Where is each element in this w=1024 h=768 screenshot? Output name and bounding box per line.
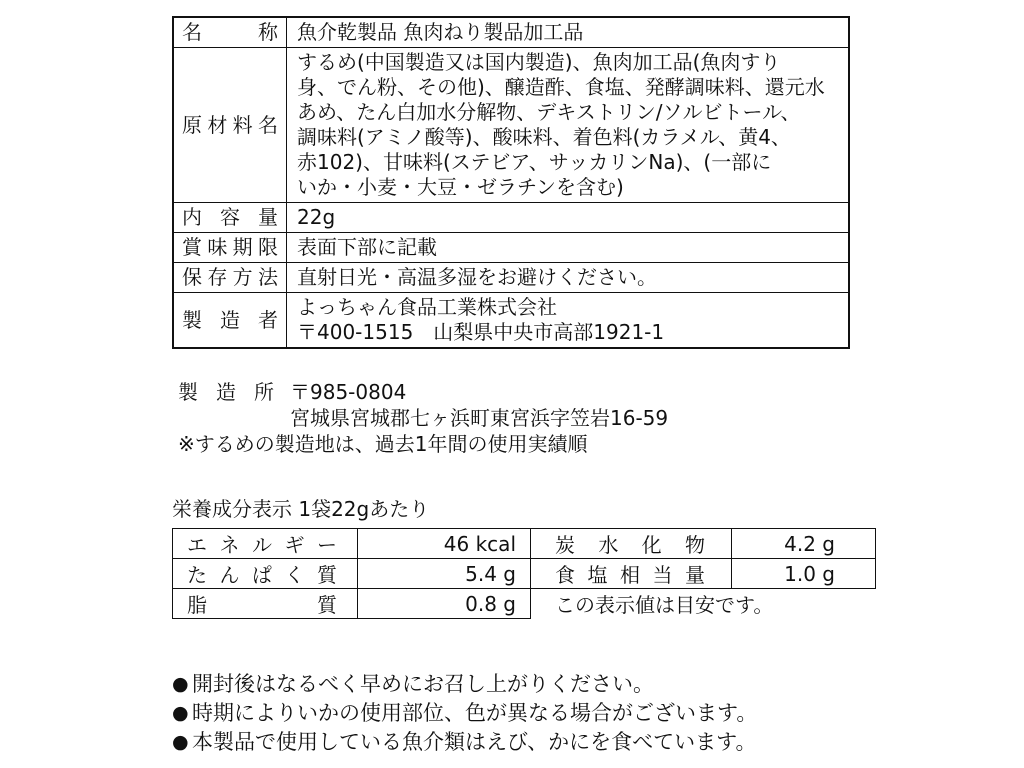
nutrition-row (173, 529, 876, 559)
label-key: 名 称 (173, 17, 287, 48)
caution-item (172, 699, 757, 728)
nutrition-title: 栄養成分表示 1袋22gあたり (172, 497, 430, 521)
label-row-manufacturer (173, 293, 849, 349)
label-value: 22g (287, 203, 850, 233)
caution-list (172, 670, 757, 757)
nutrient-value: 46 kcal (358, 529, 531, 559)
label-row-ingredients (173, 48, 849, 203)
label-value: 直射日光・高温多湿をお避けください。 (287, 263, 850, 293)
nutrient-value: 0.8 g (358, 589, 531, 619)
bullet-icon: ● (172, 673, 189, 695)
label-key: 保存方法 (173, 263, 287, 293)
label-row-content-volume (173, 203, 849, 233)
label-row-storage (173, 263, 849, 293)
label-row-best-before (173, 233, 849, 263)
caution-text: 開封後はなるべく早めにお召し上がりください。 (192, 672, 654, 696)
label-value: よっちゃん食品工業株式会社 〒400-1515 山梨県中央市高部1921-1 (287, 293, 850, 349)
nutrition-row (173, 589, 876, 619)
caution-item (172, 670, 757, 699)
nutrient-label: 食塩相当量 (531, 559, 732, 589)
label-key: 賞味期限 (173, 233, 287, 263)
factory-row (178, 379, 668, 431)
label-row-name (173, 17, 849, 48)
nutrient-value: 4.2 g (732, 529, 876, 559)
label-value: するめ(中国製造又は国内製造)、魚肉加工品(魚肉すり 身、でん粉、その他)、醸造酢、食塩、発酵調味料、還元水 あめ、たん白加水分解物、デキストリン/ソルビトール、 調味料(アミノ酸等)、酸味料、着色料(カラメル、黄4、 赤102)、甘味料(ステビア、サッカリンNa)、(一部に いか・小麦・大豆・ゼラチンを含む) (287, 48, 850, 203)
nutrition-row (173, 559, 876, 589)
nutrient-label: 炭水化物 (531, 529, 732, 559)
nutrient-label: たんぱく質 (173, 559, 358, 589)
label-key: 内 容 量 (173, 203, 287, 233)
nutrient-label: エネルギー (173, 529, 358, 559)
label-value: 魚介乾製品 魚肉ねり製品加工品 (287, 17, 850, 48)
nutrient-value: 5.4 g (358, 559, 531, 589)
origin-note: ※するめの製造地は、過去1年間の使用実績順 (178, 432, 588, 456)
label-value: 表面下部に記載 (287, 233, 850, 263)
product-label-table (172, 16, 850, 349)
label-key: 製 造 者 (173, 293, 287, 349)
caution-text: 時期によりいかの使用部位、色が異なる場合がございます。 (192, 701, 758, 725)
bullet-icon: ● (172, 702, 189, 724)
factory-block (178, 379, 668, 457)
bullet-icon: ● (172, 731, 189, 753)
nutrition-table (172, 528, 876, 619)
caution-text: 本製品で使用している魚介類はえび、かにを食べています。 (192, 730, 757, 754)
nutrient-label: 脂 質 (173, 589, 358, 619)
label-key: 原材料名 (173, 48, 287, 203)
caution-item (172, 728, 757, 757)
factory-key: 製 造 所 (178, 380, 274, 404)
nutrient-value: 1.0 g (732, 559, 876, 589)
factory-address: 〒985-0804 宮城県宮城郡七ヶ浜町東宮浜字笠岩16-59 (290, 380, 669, 430)
nutrition-note: この表示値は目安です。 (555, 593, 774, 618)
